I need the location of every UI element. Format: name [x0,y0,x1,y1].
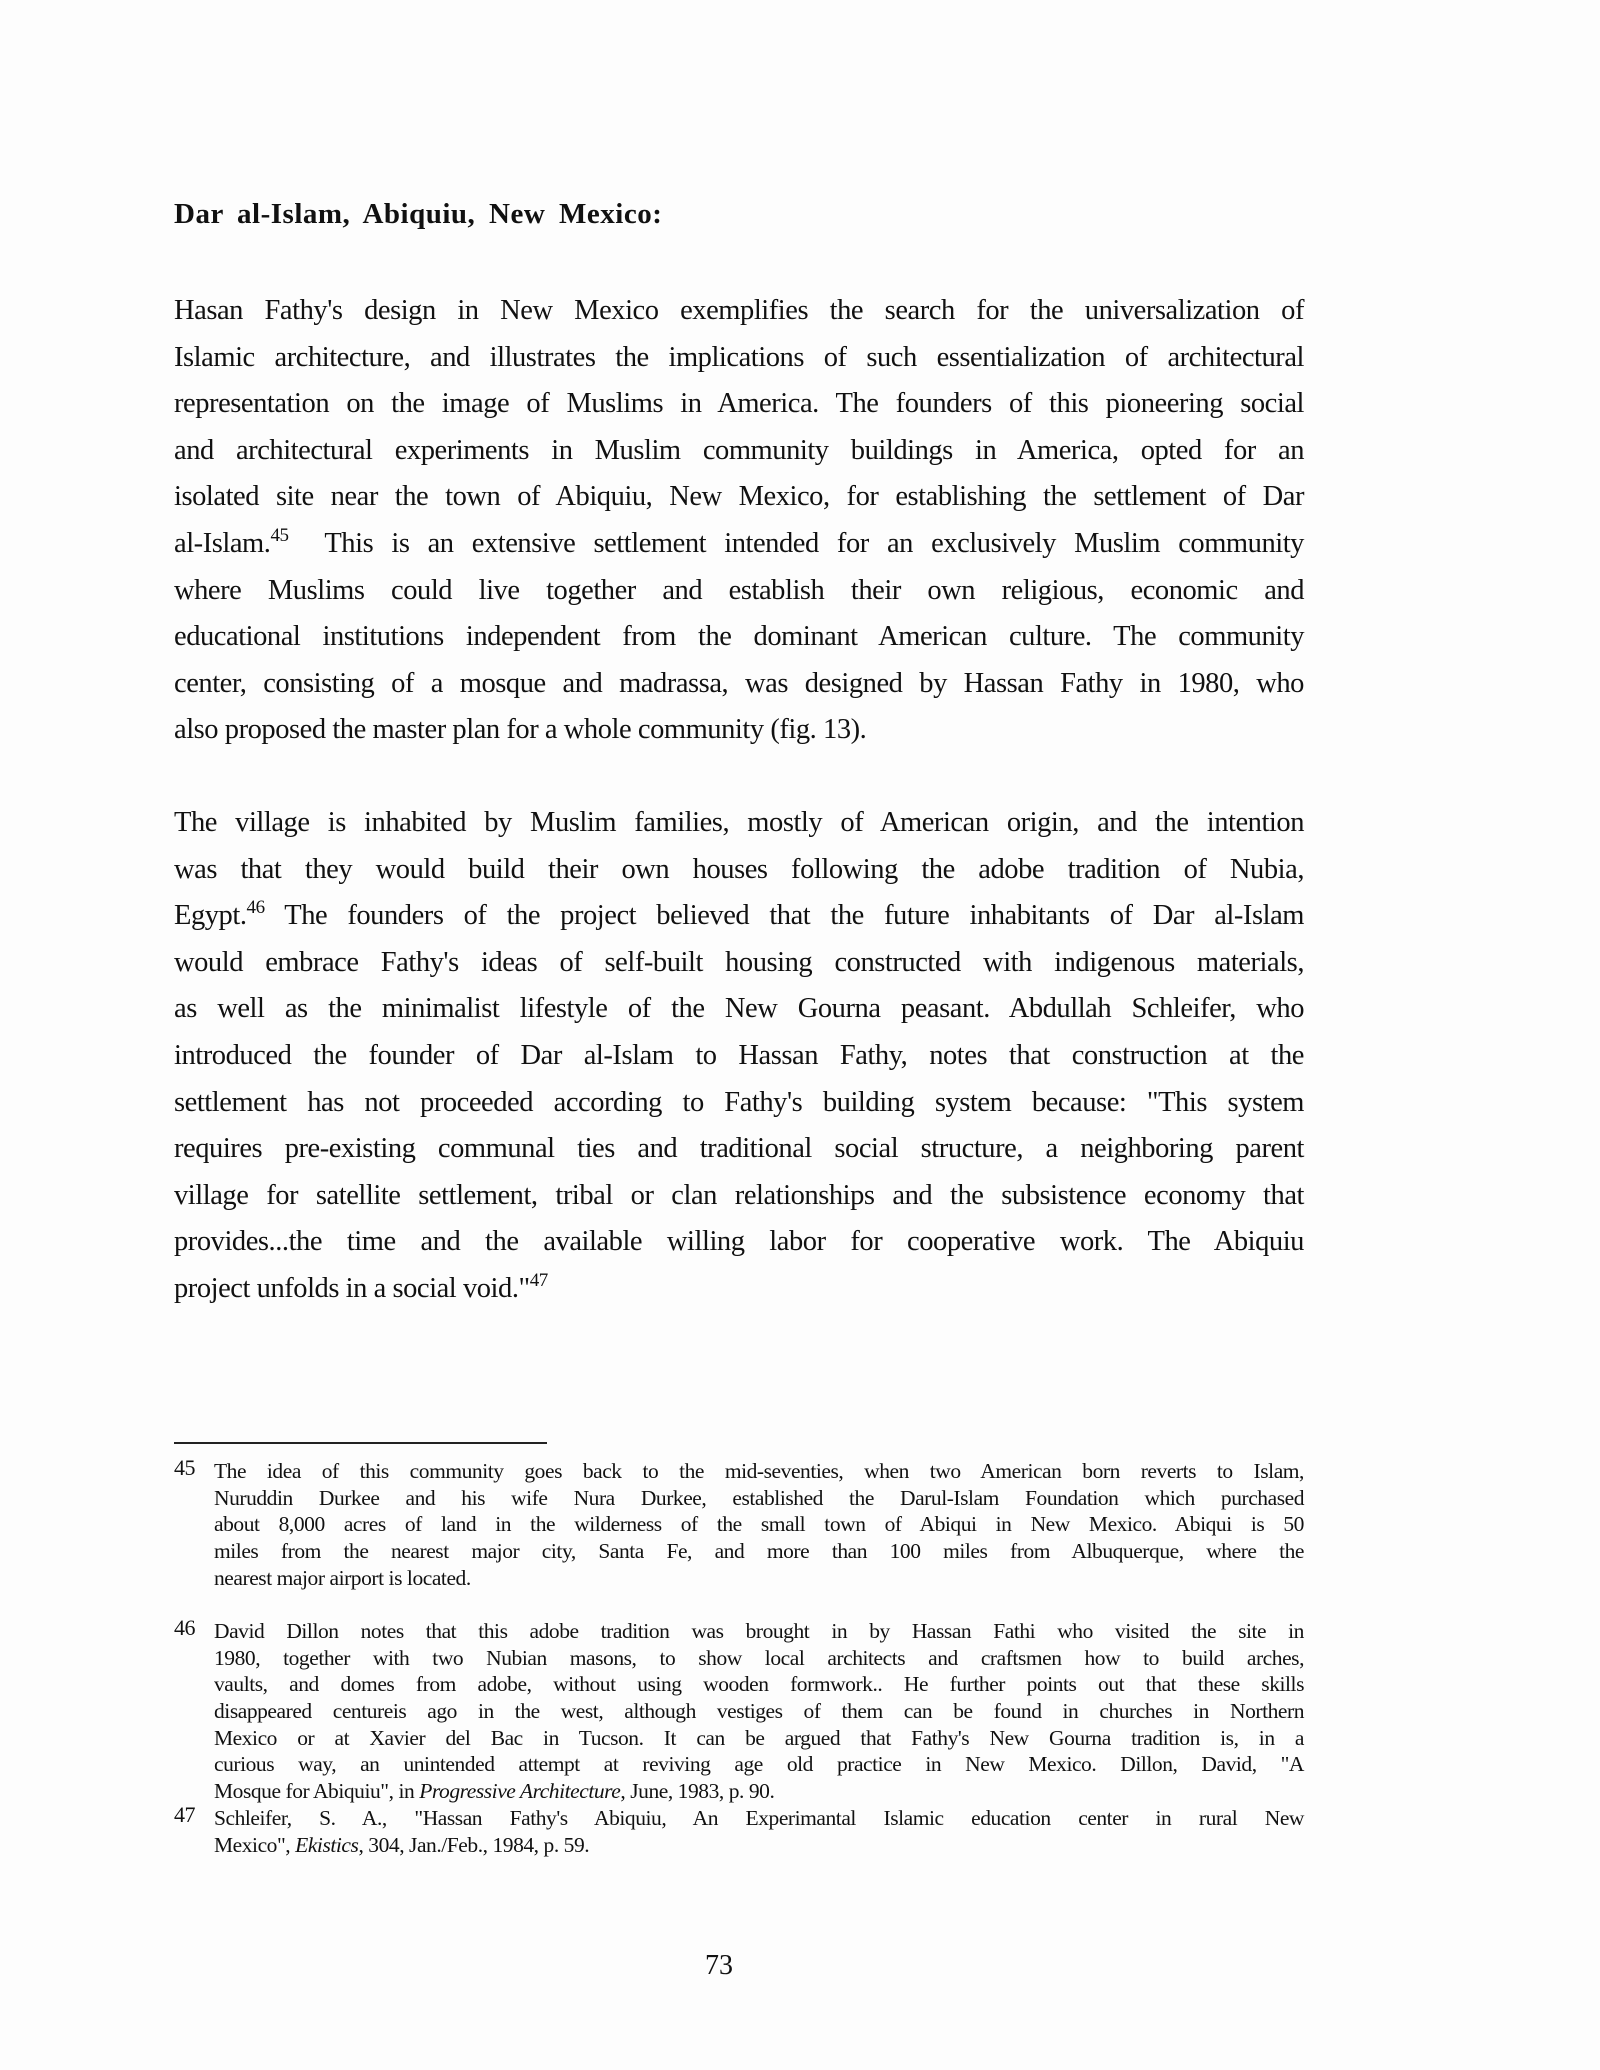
text-line: settlement has not proceeded according to Fathy's building system because: "This system [174,1086,1304,1118]
footnote-body [214,1805,1304,1858]
text-line: village for satellite settlement, tribal or clan relationships and the subsistence economy that [174,1179,1304,1211]
text-fragment: , 304, Jan./Feb., 1984, p. 59. [358,1832,590,1857]
text-fragment: project unfolds in a social void." [174,1272,530,1304]
footnote-line: disappeared centureis ago in the west, although vestiges of them can be found in churches in Northern [214,1699,1304,1724]
footnote-line [214,1778,1304,1805]
footnote-reference-46[interactable]: 46 [246,897,265,919]
body-paragraph-2 [174,800,1304,1313]
footnote-46 [174,1615,1304,1805]
text-fragment: , June, 1983, p. 90. [620,1779,775,1804]
text-fragment: This is an extensive settlement intended for an exclusively Muslim community [324,527,1304,559]
text-line: The village is inhabited by Muslim families, mostly of American origin, and the intention [174,807,1304,838]
section-heading: Dar al-Islam, Abiquiu, New Mexico: [174,198,663,230]
text-line: center, consisting of a mosque and madrassa, was designed by Hassan Fathy in 1980, who [174,667,1304,699]
footnote-line: Schleifer, S. A., "Hassan Fathy's Abiquiu, An Experimantal Islamic education center in rural New [214,1806,1304,1830]
publication-title: Ekistics [295,1832,359,1857]
footnote-45 [174,1455,1304,1591]
footnote-line: The idea of this community goes back to the mid-seventies, when two American born reverts to Islam, [214,1459,1304,1483]
text-line: and architectural experiments in Muslim community buildings in America, opted for an [174,434,1304,466]
text-line: was that they would build their own houses following the adobe tradition of Nubia, [174,853,1304,885]
text-fragment: al-Islam. [174,527,271,559]
footnote-reference-45[interactable]: 45 [270,524,289,546]
text-line: provides...the time and the available willing labor for cooperative work. The Abiquiu [174,1226,1304,1258]
text-line: Hasan Fathy's design in New Mexico exemplifies the search for the universalization of [174,295,1304,326]
footnote-line: nearest major airport is located. [214,1565,471,1590]
text-line: educational institutions independent from the dominant American culture. The community [174,621,1304,653]
text-line: where Muslims could live together and establish their own religious, economic and [174,574,1304,606]
footnote-line: vaults, and domes from adobe, without using wooden formwork.. He further points out that these skills [214,1672,1304,1697]
footnote-number: 45 [174,1455,196,1480]
footnote-line [214,1832,1304,1859]
text-line: as well as the minimalist lifestyle of the New Gourna peasant. Abdullah Schleifer, who [174,993,1304,1025]
footnote-divider [174,1442,547,1444]
footnote-line: curious way, an unintended attempt at reviving age old practice in New Mexico. Dillon, David, "A [214,1752,1304,1777]
footnote-47 [174,1802,1304,1858]
text-line: isolated site near the town of Abiquiu, New Mexico, for establishing the settlement of Dar [174,481,1304,513]
text-line: requires pre-existing communal ties and traditional social structure, a neighboring parent [174,1133,1304,1165]
footnote-line: about 8,000 acres of land in the wilderness of the small town of Abiqui in New Mexico. Abiqui is 50 [214,1512,1304,1537]
text-line [174,893,1304,940]
footnote-body [214,1458,1304,1591]
footnote-line: Mexico or at Xavier del Bac in Tucson. It can be argued that Fathy's New Gourna tradition is, in a [214,1725,1304,1750]
footnote-number: 47 [174,1802,196,1827]
text-fragment: Mexico", [214,1832,296,1857]
footnote-line: Nuruddin Durkee and his wife Nura Durkee, established the Darul-Islam Foundation which purchased [214,1485,1304,1510]
page-number: 73 [705,1950,733,1981]
text-line: also proposed the master plan for a whole community (fig. 13). [174,714,867,746]
publication-title: Progressive Architecture [419,1779,621,1804]
body-paragraph-1 [174,288,1304,754]
footnote-line: David Dillon notes that this adobe tradition was brought in by Hassan Fathi who visited the site in [214,1619,1304,1643]
text-line: Islamic architecture, and illustrates the implications of such essentialization of architectural [174,341,1304,373]
text-line [174,1266,1304,1313]
footnote-body [214,1618,1304,1805]
footnote-reference-47[interactable]: 47 [529,1269,548,1291]
footnote-number: 46 [174,1615,196,1640]
text-line: introduced the founder of Dar al-Islam to Hassan Fathy, notes that construction at the [174,1039,1304,1071]
footnote-line: miles from the nearest major city, Santa Fe, and more than 100 miles from Albuquerque, where the [214,1539,1304,1564]
footnote-line: 1980, together with two Nubian masons, to show local architects and craftsmen how to build arches, [214,1645,1304,1670]
text-fragment: The founders of the project believed that the future inhabitants of Dar al-Islam [284,900,1304,932]
text-line: representation on the image of Muslims in America. The founders of this pioneering social [174,388,1304,420]
text-fragment: Mosque for Abiquiu", in [214,1779,420,1804]
text-line [174,521,1304,568]
text-line: would embrace Fathy's ideas of self-built housing constructed with indigenous materials, [174,946,1304,978]
text-fragment: Egypt. [174,900,247,932]
